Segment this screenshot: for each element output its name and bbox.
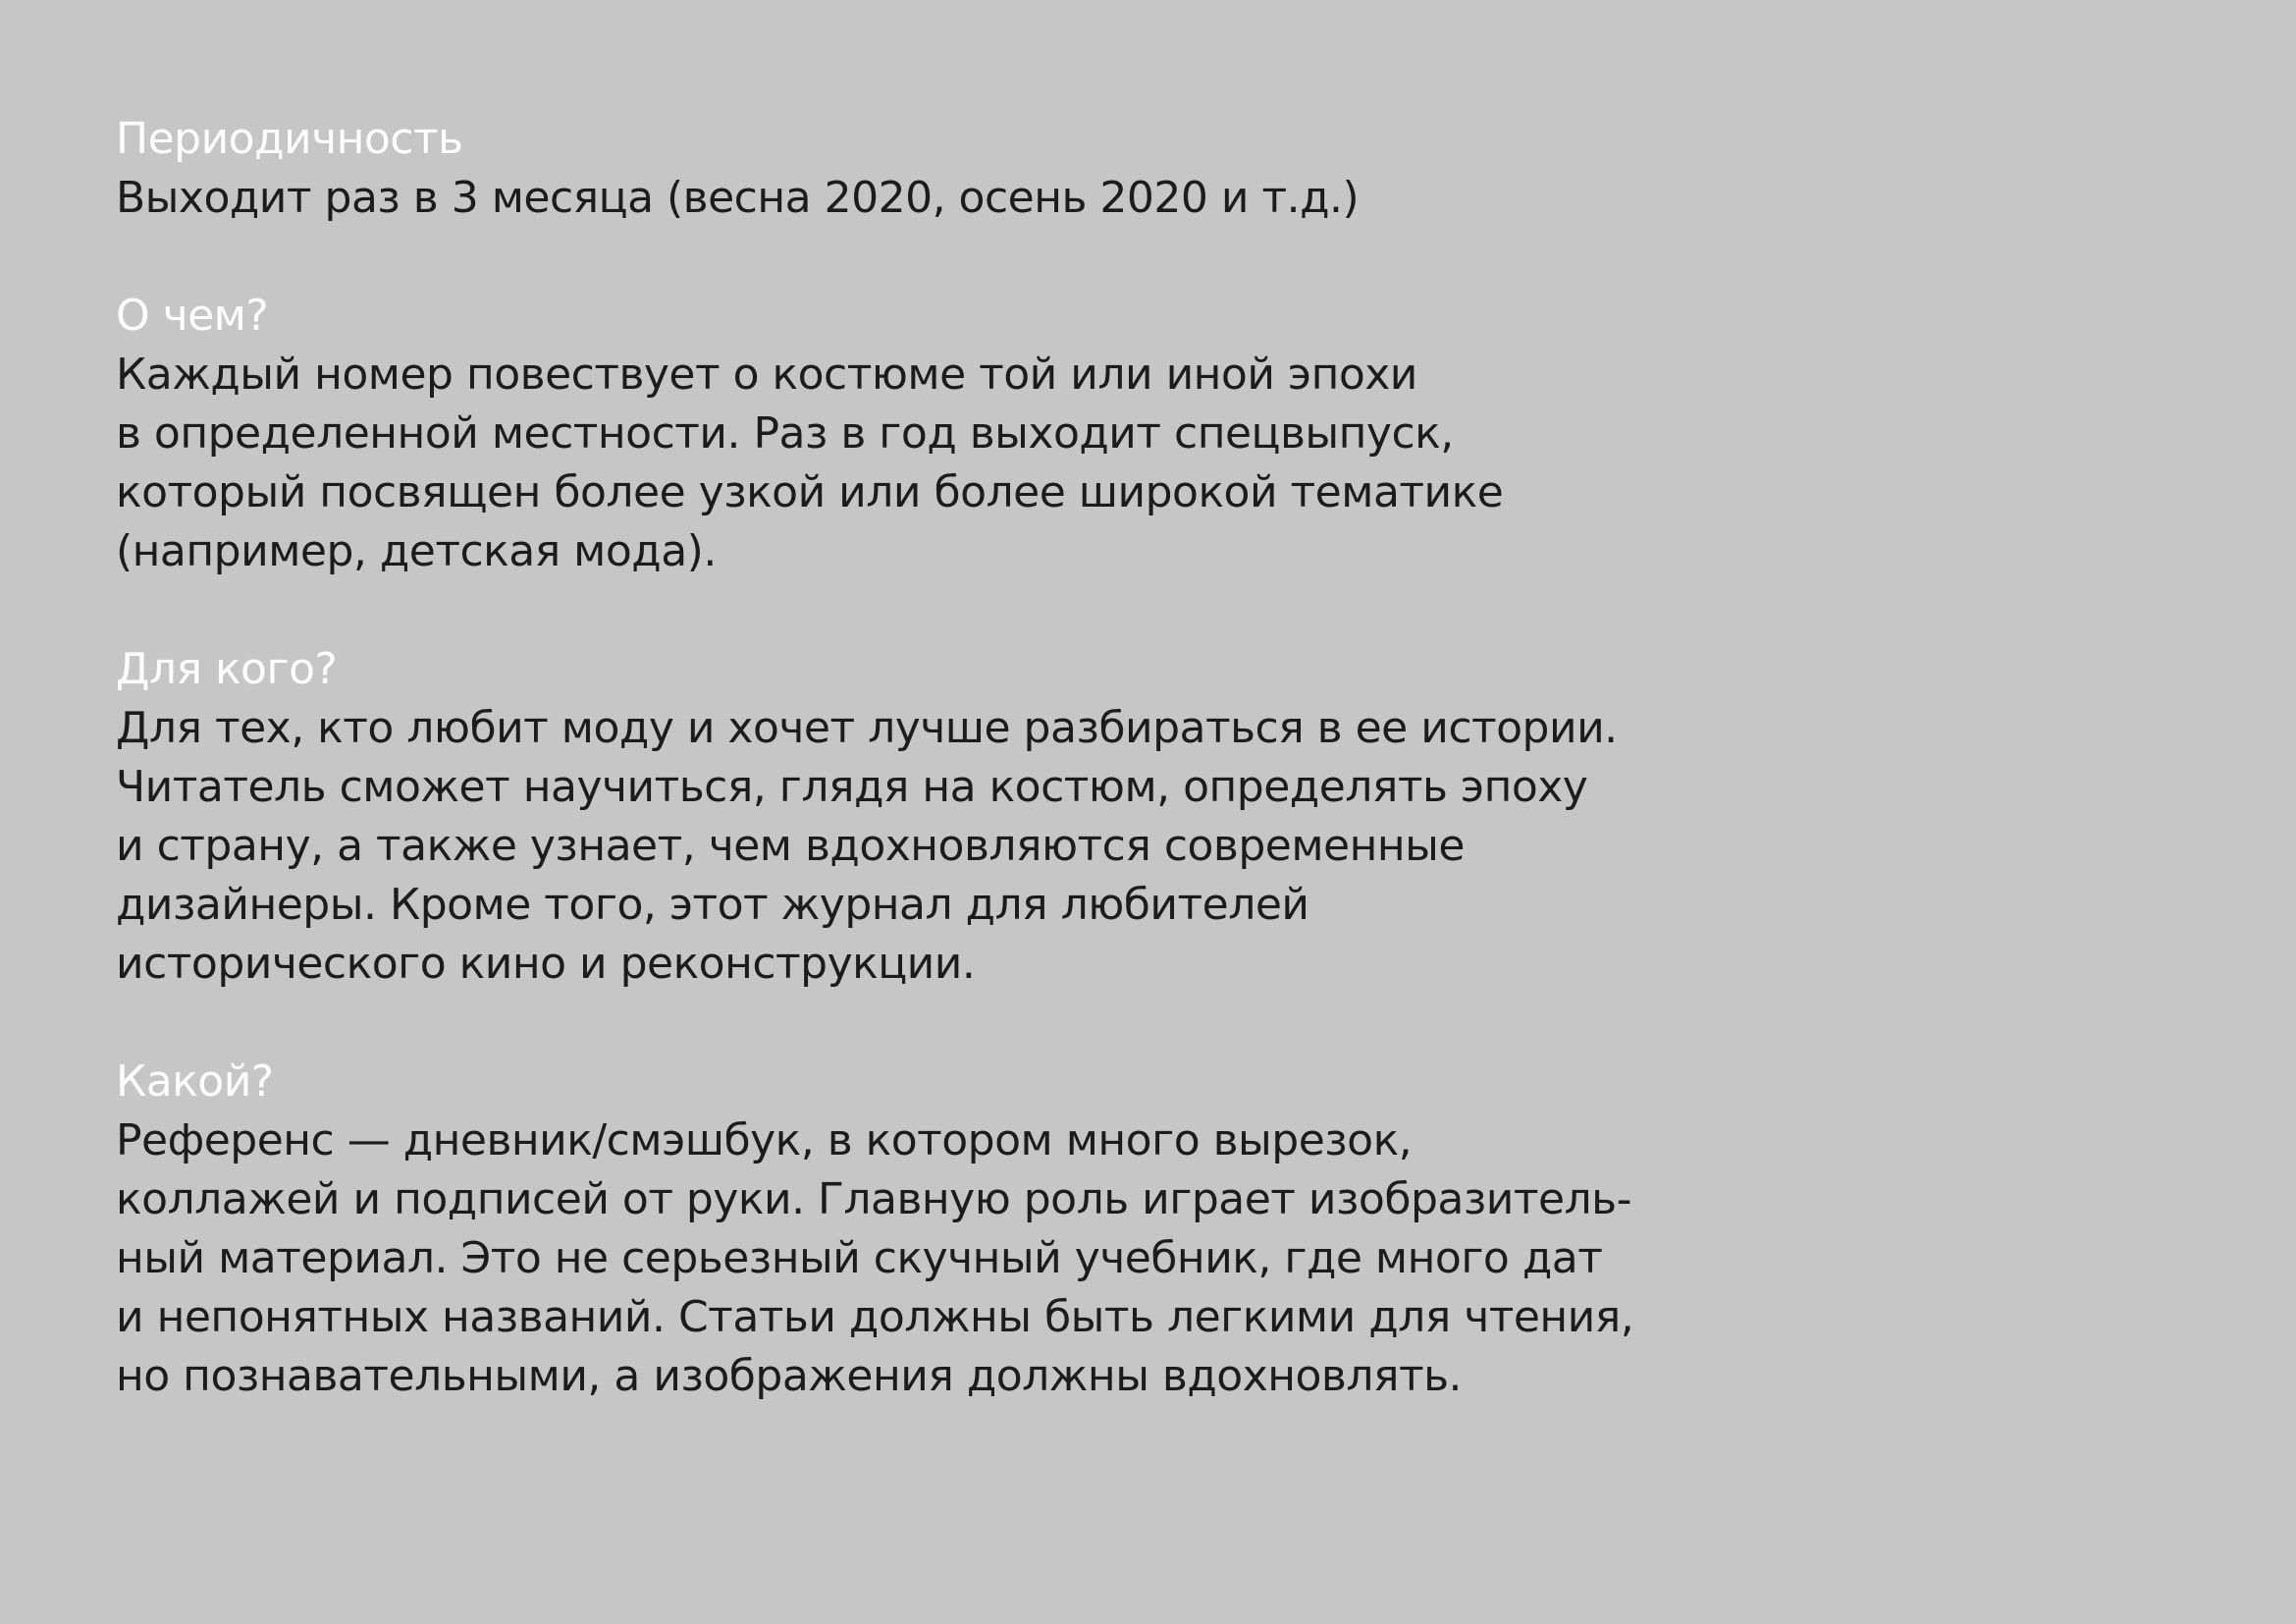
paragraph-line: ный материал. Это не серьезный скучный учебник, где много дат — [116, 1233, 1603, 1283]
section-heading: Какой? — [116, 1056, 274, 1107]
paragraph-line: но познавательными, а изображения должны вдохновлять. — [116, 1351, 1462, 1401]
section-heading: Для кого? — [116, 644, 338, 694]
section-heading: О чем? — [116, 291, 269, 341]
paragraph-line: который посвящен более узкой или более широкой тематике — [116, 467, 1504, 517]
paragraph-line: (например, детская мода). — [116, 526, 717, 576]
paragraph-line: Читатель сможет научиться, глядя на костюм, определять эпоху — [116, 762, 1588, 812]
paragraph-line: и непонятных названий. Статьи должны быть легкими для чтения, — [116, 1292, 1634, 1342]
section-style — [116, 1053, 1785, 1406]
section-heading: Периодичность — [116, 114, 463, 164]
section-about — [116, 287, 1785, 581]
section-audience — [116, 640, 1785, 994]
paragraph-line: дизайнеры. Кроме того, этот журнал для любителей — [116, 880, 1309, 930]
paragraph-line: Выходит раз в 3 месяца (весна 2020, осень 2020 и т.д.) — [116, 173, 1360, 223]
paragraph-line: в определенной местности. Раз в год выходит спецвыпуск, — [116, 408, 1454, 459]
paragraph-line: исторического кино и реконструкции. — [116, 939, 976, 989]
section-periodicity — [116, 110, 1785, 228]
paragraph-line: Каждый номер повествует о костюме той или иной эпохи — [116, 350, 1417, 400]
paragraph-line: и страну, а также узнает, чем вдохновляются современные — [116, 821, 1465, 871]
paragraph-line: Для тех, кто любит моду и хочет лучше разбираться в ее истории. — [116, 703, 1618, 753]
text-content — [116, 110, 1785, 1465]
paragraph-line: коллажей и подписей от руки. Главную роль играет изобразитель- — [116, 1174, 1631, 1224]
paragraph-line: Референс — дневник/смэшбук, в котором много вырезок, — [116, 1115, 1413, 1165]
